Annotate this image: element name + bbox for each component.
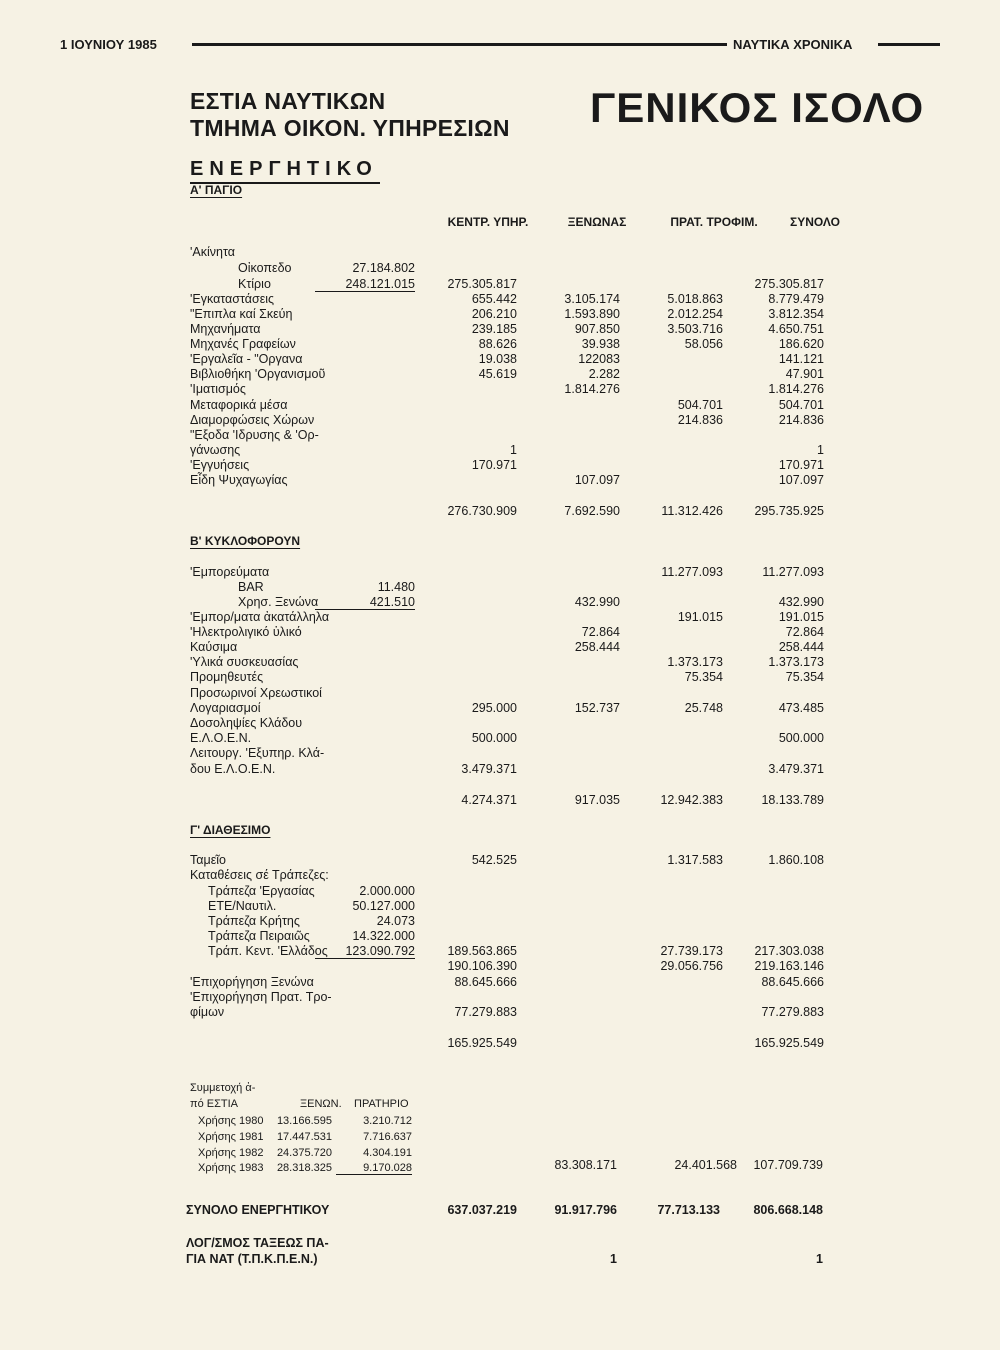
row-label: 'Εγγυήσεις xyxy=(190,458,250,472)
row-sub-amount: 27.184.802 xyxy=(352,261,415,275)
cell-c3: 3.503.716 xyxy=(667,322,723,336)
participation-year-label: Χρήσης 1981 xyxy=(198,1131,264,1143)
participation-total-sum: 107.709.739 xyxy=(753,1158,823,1172)
cell-c4: 275.305.817 xyxy=(754,277,824,291)
cell-c4: 75.354 xyxy=(785,670,824,684)
cell-c4: 1 xyxy=(817,443,824,457)
cell-c1: 206.210 xyxy=(471,307,517,321)
cell-c1: 88.626 xyxy=(478,337,517,351)
row-sub-amount: 421.510 xyxy=(315,595,415,610)
row-label: 'Επιχορήγηση Πρατ. Τρο- xyxy=(190,990,332,1004)
cell-c1: 276.730.909 xyxy=(447,504,517,518)
cell-c3: 11.277.093 xyxy=(661,565,723,579)
row-label: "Επιπλα καί Σκεύη xyxy=(190,307,293,321)
cell-c2: 907.850 xyxy=(574,322,620,336)
order-accounts-label-1: ΛΟΓ/ΣΜΟΣ ΤΑΞΕΩΣ ΠΑ- xyxy=(186,1236,329,1250)
cell-c1: 1 xyxy=(510,443,517,457)
row-label: Βιβλιοθήκη 'Οργανισμοῦ xyxy=(190,367,326,381)
row-label: Οἰκοπεδο xyxy=(238,261,292,275)
cell-c3: 29.056.756 xyxy=(660,959,723,973)
row-label: BAR xyxy=(238,580,264,594)
cell-c1: 45.619 xyxy=(478,367,517,381)
cell-c2: 107.097 xyxy=(574,473,620,487)
row-label: Κτίριο xyxy=(238,277,271,291)
cell-c4: 1.373.173 xyxy=(768,655,824,669)
cell-c1: 77.279.883 xyxy=(454,1005,517,1019)
cell-c1: 3.479.371 xyxy=(461,762,517,776)
row-label: Δοσοληψίες Κλάδου xyxy=(190,716,303,730)
cell-c4: 77.279.883 xyxy=(761,1005,824,1019)
cell-c2: 1.593.890 xyxy=(564,307,620,321)
cell-c4: 47.901 xyxy=(785,367,824,381)
row-sub-amount: 24.073 xyxy=(376,914,415,928)
cell-c4: 500.000 xyxy=(778,731,824,745)
total-store: 77.713.133 xyxy=(657,1203,720,1217)
subsection-heading: Α' ΠΑΓΙΟ xyxy=(190,183,243,197)
cell-c4: 214.836 xyxy=(778,413,824,427)
participation-store-amount: 4.304.191 xyxy=(363,1147,412,1159)
order-accounts-label-2: ΓΙΑ ΝΑΤ (Τ.Π.Κ.Π.Ε.Ν.) xyxy=(186,1252,318,1266)
cell-c4: 186.620 xyxy=(778,337,824,351)
cell-c3: 1.317.583 xyxy=(667,853,723,867)
cell-c4: 107.097 xyxy=(778,473,824,487)
cell-c3: 27.739.173 xyxy=(660,944,723,958)
row-label: "Εξοδα 'Ιδρυσης & 'Ορ- xyxy=(190,428,319,442)
cell-c2: 258.444 xyxy=(574,640,620,654)
subsection-heading: Β' ΚΥΚΛΟΦΟΡΟΥΝ xyxy=(190,534,301,548)
total-assets-label: ΣΥΝΟΛΟ ΕΝΕΡΓΗΤΙΚΟΥ xyxy=(186,1203,330,1217)
cell-c1: 189.563.865 xyxy=(447,944,517,958)
cell-c2: 39.938 xyxy=(581,337,620,351)
cell-c2: 917.035 xyxy=(574,793,620,807)
organization-name: ΕΣΤΙΑ ΝΑΥΤΙΚΩΝ xyxy=(190,88,386,114)
row-label: Καταθέσεις σέ Τράπεζες: xyxy=(190,868,329,882)
cell-c2: 72.864 xyxy=(581,625,620,639)
row-label: 'Επιχορήγηση Ξενώνα xyxy=(190,975,314,989)
row-label: Εἶδη Ψυχαγωγίας xyxy=(190,473,288,487)
row-label: Τράπ. Κεντ. 'Ελλάδος xyxy=(208,944,328,958)
cell-c2: 122083 xyxy=(578,352,620,366)
row-label: γάνωσης xyxy=(190,443,241,457)
row-sub-amount: 248.121.015 xyxy=(315,277,415,292)
participation-year-label: Χρήσης 1980 xyxy=(198,1115,264,1127)
row-label: Λογαριασμοί xyxy=(190,701,261,715)
participation-store-sum: 24.401.568 xyxy=(674,1158,737,1172)
section-title: ΕΝΕΡΓΗΤΙΚΟ xyxy=(190,158,378,180)
row-label: 'Εργαλεῖα - "Οργανα xyxy=(190,352,303,366)
row-label: Ταμεῖο xyxy=(190,853,226,867)
cell-c4: 4.650.751 xyxy=(768,322,824,336)
cell-c1: 275.305.817 xyxy=(447,277,517,291)
cell-c4: 3.812.354 xyxy=(768,307,824,321)
order-accounts-hostel: 1 xyxy=(610,1252,617,1266)
row-label: Λειτουργ. 'Εξυπηρ. Κλά- xyxy=(190,746,325,760)
cell-c4: 1.860.108 xyxy=(768,853,824,867)
cell-c1: 170.971 xyxy=(471,458,517,472)
cell-c4: 8.779.479 xyxy=(768,292,824,306)
row-label: 'Υλικά συσκευασίας xyxy=(190,655,299,669)
cell-c4: 88.645.666 xyxy=(761,975,824,989)
cell-c3: 214.836 xyxy=(677,413,723,427)
cell-c4: 191.015 xyxy=(778,610,824,624)
cell-c3: 11.312.426 xyxy=(661,504,723,518)
cell-c4: 141.121 xyxy=(778,352,824,366)
cell-c4: 165.925.549 xyxy=(754,1036,824,1050)
cell-c4: 219.163.146 xyxy=(754,959,824,973)
cell-c1: 165.925.549 xyxy=(447,1036,517,1050)
cell-c4: 295.735.925 xyxy=(754,504,824,518)
participation-year-label: Χρήσης 1983 xyxy=(198,1162,264,1174)
participation-hostel-amount: 28.318.325 xyxy=(276,1162,332,1174)
row-label: Μεταφορικά μέσα xyxy=(190,398,288,412)
cell-c4: 473.485 xyxy=(778,701,824,715)
cell-c3: 12.942.383 xyxy=(660,793,723,807)
publication-name: ΝΑΥΤΙΚΑ ΧΡΟΝΙΚΑ xyxy=(733,37,853,52)
subsection-heading: Γ' ΔΙΑΘΕΣΙΜΟ xyxy=(190,823,271,837)
cell-c2: 1.814.276 xyxy=(564,382,620,396)
participation-title-1: Συμμετοχή ἀ- xyxy=(190,1082,256,1094)
cell-c3: 58.056 xyxy=(684,337,723,351)
cell-c1: 542.525 xyxy=(471,853,517,867)
cell-c1: 500.000 xyxy=(471,731,517,745)
cell-c1: 19.038 xyxy=(478,352,517,366)
header-rule-right xyxy=(878,43,940,46)
column-header-store: ΠΡΑΤ. ΤΡΟΦΙΜ. xyxy=(670,215,758,229)
cell-c2: 7.692.590 xyxy=(564,504,620,518)
column-header-central: ΚΕΝΤΡ. ΥΠΗΡ. xyxy=(447,215,529,229)
row-label: Προμηθευτές xyxy=(190,670,264,684)
participation-store-amount: 7.716.637 xyxy=(363,1131,412,1143)
cell-c4: 258.444 xyxy=(778,640,824,654)
row-label: 'Ακίνητα xyxy=(190,245,235,259)
participation-hostel-amount: 24.375.720 xyxy=(276,1147,332,1159)
row-sub-amount: 14.322.000 xyxy=(352,929,415,943)
participation-col-store: ΠΡΑΤΗΡΙΟ xyxy=(354,1098,409,1110)
cell-c3: 191.015 xyxy=(677,610,723,624)
participation-title-2: πό ΕΣΤΙΑ xyxy=(190,1098,239,1110)
row-label: Τράπεζα 'Εργασίας xyxy=(208,884,315,898)
cell-c4: 504.701 xyxy=(778,398,824,412)
row-label: Χρησ. Ξενώνα xyxy=(238,595,319,609)
total-hostel: 91.917.796 xyxy=(554,1203,617,1217)
row-label: Ε.Λ.Ο.Ε.Ν. xyxy=(190,731,252,745)
cell-c1: 239.185 xyxy=(471,322,517,336)
cell-c2: 2.282 xyxy=(588,367,620,381)
column-header-total: ΣΥΝΟΛΟ xyxy=(790,215,840,229)
cell-c4: 72.864 xyxy=(785,625,824,639)
cell-c4: 11.277.093 xyxy=(762,565,824,579)
row-label: Τράπεζα Κρήτης xyxy=(208,914,300,928)
cell-c2: 152.737 xyxy=(574,701,620,715)
cell-c3: 1.373.173 xyxy=(667,655,723,669)
department-name: ΤΜΗΜΑ ΟΙΚΟΝ. ΥΠΗΡΕΣΙΩΝ xyxy=(190,115,510,141)
cell-c4: 3.479.371 xyxy=(768,762,824,776)
participation-store-amount: 3.210.712 xyxy=(363,1115,412,1127)
order-accounts-total: 1 xyxy=(816,1252,823,1266)
participation-hostel-amount: 17.447.531 xyxy=(276,1131,332,1143)
participation-col-hostel: ΞΕΝΩΝ. xyxy=(300,1098,342,1110)
cell-c1: 88.645.666 xyxy=(454,975,517,989)
row-sub-amount: 11.480 xyxy=(377,580,415,594)
row-label: 'Εμπορεύματα xyxy=(190,565,270,579)
cell-c3: 75.354 xyxy=(684,670,723,684)
row-label: Διαμορφώσεις Χώρων xyxy=(190,413,315,427)
row-label: ΕΤΕ/Ναυτιλ. xyxy=(208,899,277,913)
row-label: Καύσιμα xyxy=(190,640,238,654)
participation-year-label: Χρήσης 1982 xyxy=(198,1147,264,1159)
cell-c4: 1.814.276 xyxy=(768,382,824,396)
cell-c3: 504.701 xyxy=(677,398,723,412)
participation-store-amount: 9.170.028 xyxy=(336,1162,412,1175)
cell-c2: 432.990 xyxy=(574,595,620,609)
total-central: 637.037.219 xyxy=(447,1203,517,1217)
page-title: ΓΕΝΙΚΟΣ ΙΣΟΛΟ xyxy=(590,84,925,131)
cell-c4: 432.990 xyxy=(778,595,824,609)
row-label: 'Ηλεκτρολιγικό ὑλικό xyxy=(190,625,302,639)
cell-c1: 190.106.390 xyxy=(447,959,517,973)
cell-c4: 217.303.038 xyxy=(754,944,824,958)
cell-c3: 25.748 xyxy=(684,701,723,715)
row-label: 'Ιματισμός xyxy=(190,382,246,396)
row-label: 'Εμπορ/ματα ἀκατάλληλα xyxy=(190,610,330,624)
header-rule-left xyxy=(192,43,727,46)
row-label: Τράπεζα Πειραιῶς xyxy=(208,929,310,943)
cell-c4: 18.133.789 xyxy=(761,793,824,807)
cell-c2: 3.105.174 xyxy=(564,292,620,306)
cell-c3: 5.018.863 xyxy=(667,292,723,306)
participation-hostel-sum: 83.308.171 xyxy=(554,1158,617,1172)
cell-c1: 655.442 xyxy=(471,292,517,306)
total-sum: 806.668.148 xyxy=(753,1203,823,1217)
row-label: φίμων xyxy=(190,1005,225,1019)
cell-c3: 2.012.254 xyxy=(667,307,723,321)
row-label: δου Ε.Λ.Ο.Ε.Ν. xyxy=(190,762,276,776)
row-label: Μηχανήματα xyxy=(190,322,261,336)
row-sub-amount: 2.000.000 xyxy=(359,884,415,898)
cell-c4: 170.971 xyxy=(778,458,824,472)
row-label: Προσωρινοί Χρεωστικοί xyxy=(190,686,322,700)
row-label: Μηχανές Γραφείων xyxy=(190,337,296,351)
participation-hostel-amount: 13.166.595 xyxy=(276,1115,332,1127)
row-sub-amount: 123.090.792 xyxy=(315,944,415,959)
column-header-hostel: ΞΕΝΩΝΑΣ xyxy=(567,215,627,229)
issue-date: 1 ΙΟΥΝΙΟΥ 1985 xyxy=(60,37,157,52)
cell-c1: 4.274.371 xyxy=(461,793,517,807)
row-sub-amount: 50.127.000 xyxy=(352,899,415,913)
cell-c1: 295.000 xyxy=(471,701,517,715)
row-label: 'Εγκαταστάσεις xyxy=(190,292,275,306)
